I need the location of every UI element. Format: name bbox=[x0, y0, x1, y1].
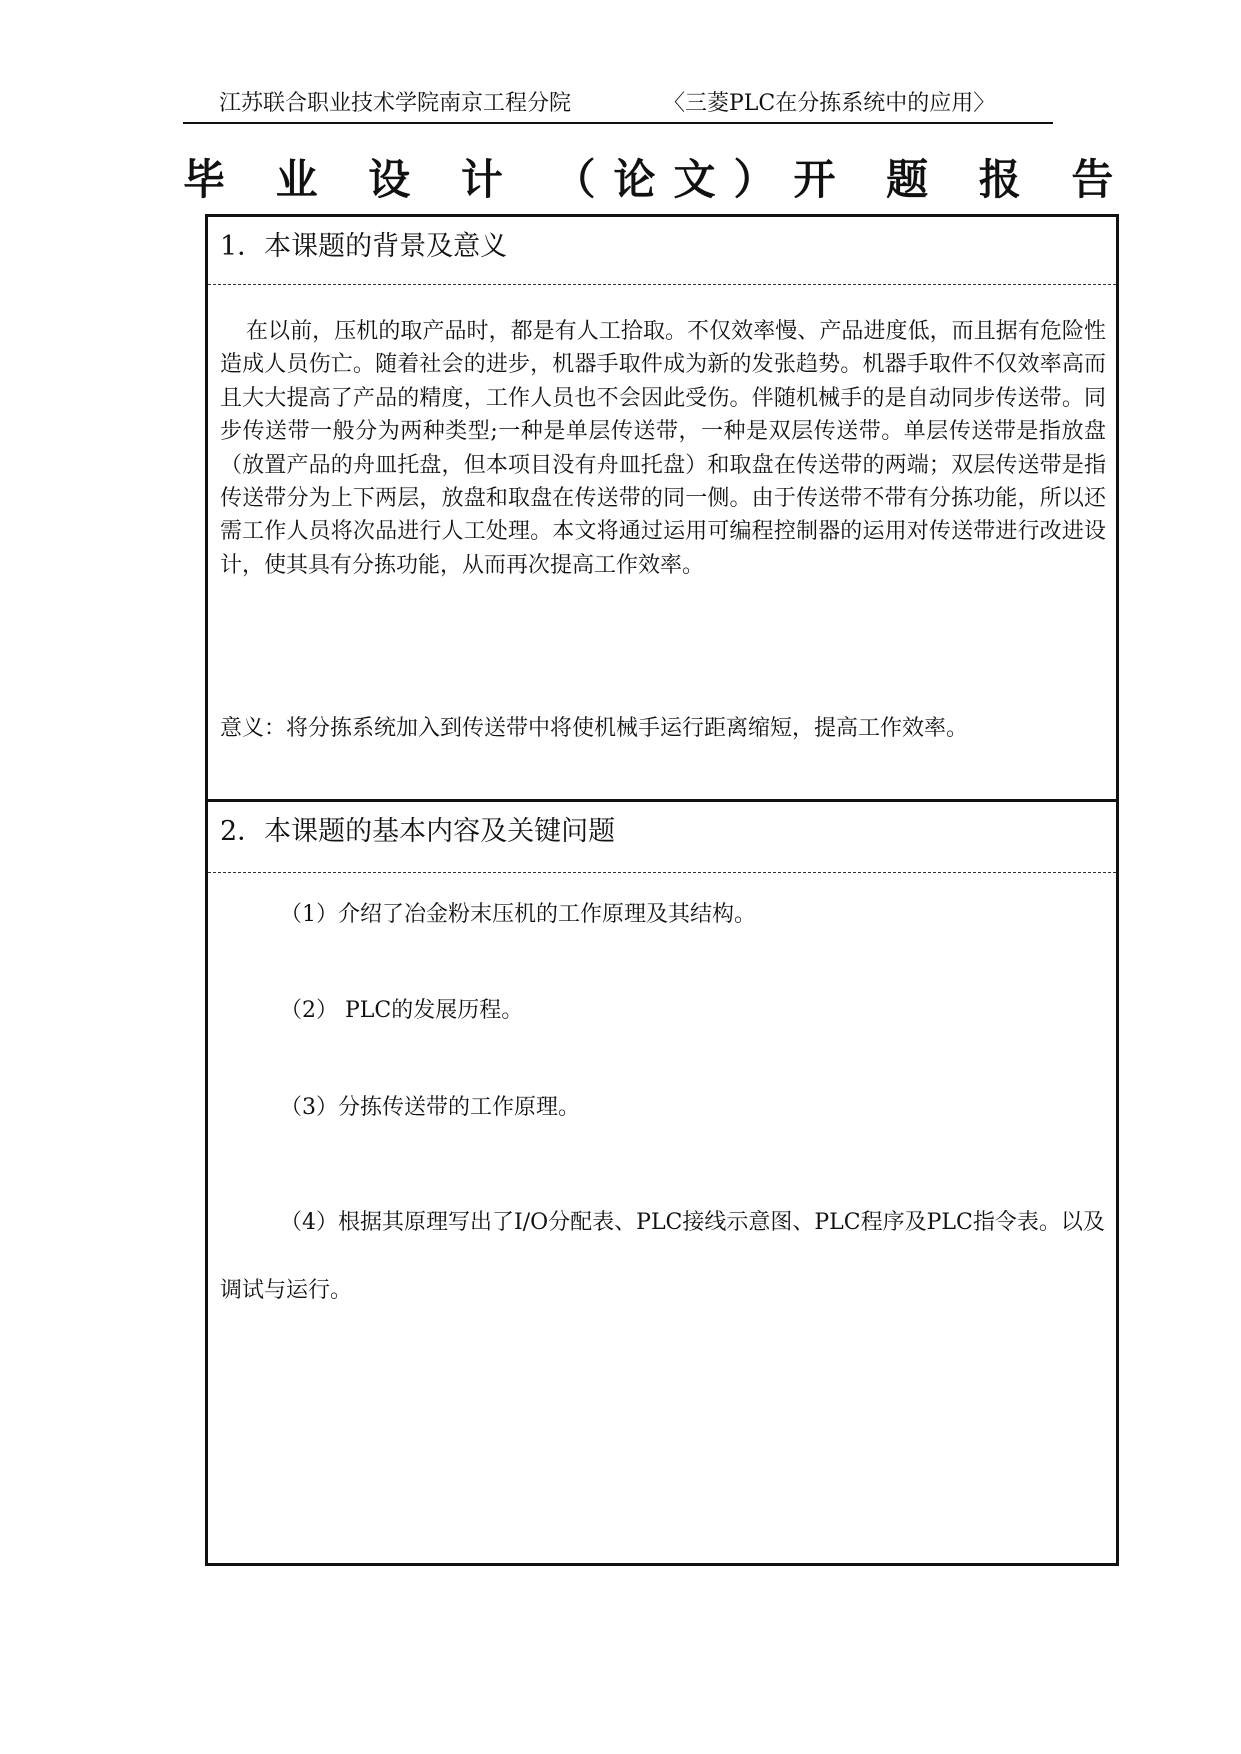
content-list-item: （3）分拣传送带的工作原理。 bbox=[280, 1095, 580, 1120]
significance-paragraph: 意义：将分拣系统加入到传送带中将使机械手运行距离缩短，提高工作效率。 bbox=[220, 716, 969, 741]
report-form-table bbox=[205, 214, 1119, 1566]
section-heading-background: 1．本课题的背景及意义 bbox=[220, 231, 508, 262]
section-content bbox=[208, 802, 1116, 1563]
content-list-item: （4）根据其原理写出了I/O分配表、PLC接线示意图、PLC程序及PLC指令表。以及调试与运行。 bbox=[220, 1210, 1105, 1303]
page-title: 毕 业 设 计 （论文）开 题 报 告 bbox=[183, 155, 1132, 204]
header-school-name: 江苏联合职业技术学院南京工程分院 bbox=[219, 91, 572, 116]
content-list-item: （1）介绍了冶金粉末压机的工作原理及其结构。 bbox=[280, 902, 756, 927]
content-list-item: （2） PLC的发展历程。 bbox=[280, 998, 524, 1023]
dashed-divider bbox=[208, 284, 1116, 285]
dashed-divider bbox=[208, 872, 1116, 873]
running-header bbox=[183, 86, 1053, 124]
section-heading-content: 2．本课题的基本内容及关键问题 bbox=[220, 816, 616, 847]
header-thesis-topic: 〈三菱PLC在分拣系统中的应用〉 bbox=[663, 91, 996, 116]
background-paragraph: 在以前，压机的取产品时，都是有人工拾取。不仅效率慢、产品进度低，而且据有危险性造成人员伤亡。随着社会的进步，机器手取件成为新的发张趋势。机器手取件不仅效率高而且大大提高了产品的精度，工作人员也不会因此受伤。伴随机械手的是自动同步传送带。同步传送带一般分为两种类型;一种是单层传送带，一种是双层传送带。单层传送带是指放盘（放置产品的舟皿托盘，但本项目没有舟皿托盘）和取盘在传送带的两端；双层传送带是指传送带分为上下两层，放盘和取盘在传送带的同一侧。由于传送带不带有分拣功能，所以还需工作人员将次品进行人工处理。本文将通过运用可编程控制器的运用对传送带进行改进设计，使其具有分拣功能，从而再次提高工作效率。 bbox=[220, 319, 1106, 578]
section-background bbox=[208, 217, 1116, 802]
